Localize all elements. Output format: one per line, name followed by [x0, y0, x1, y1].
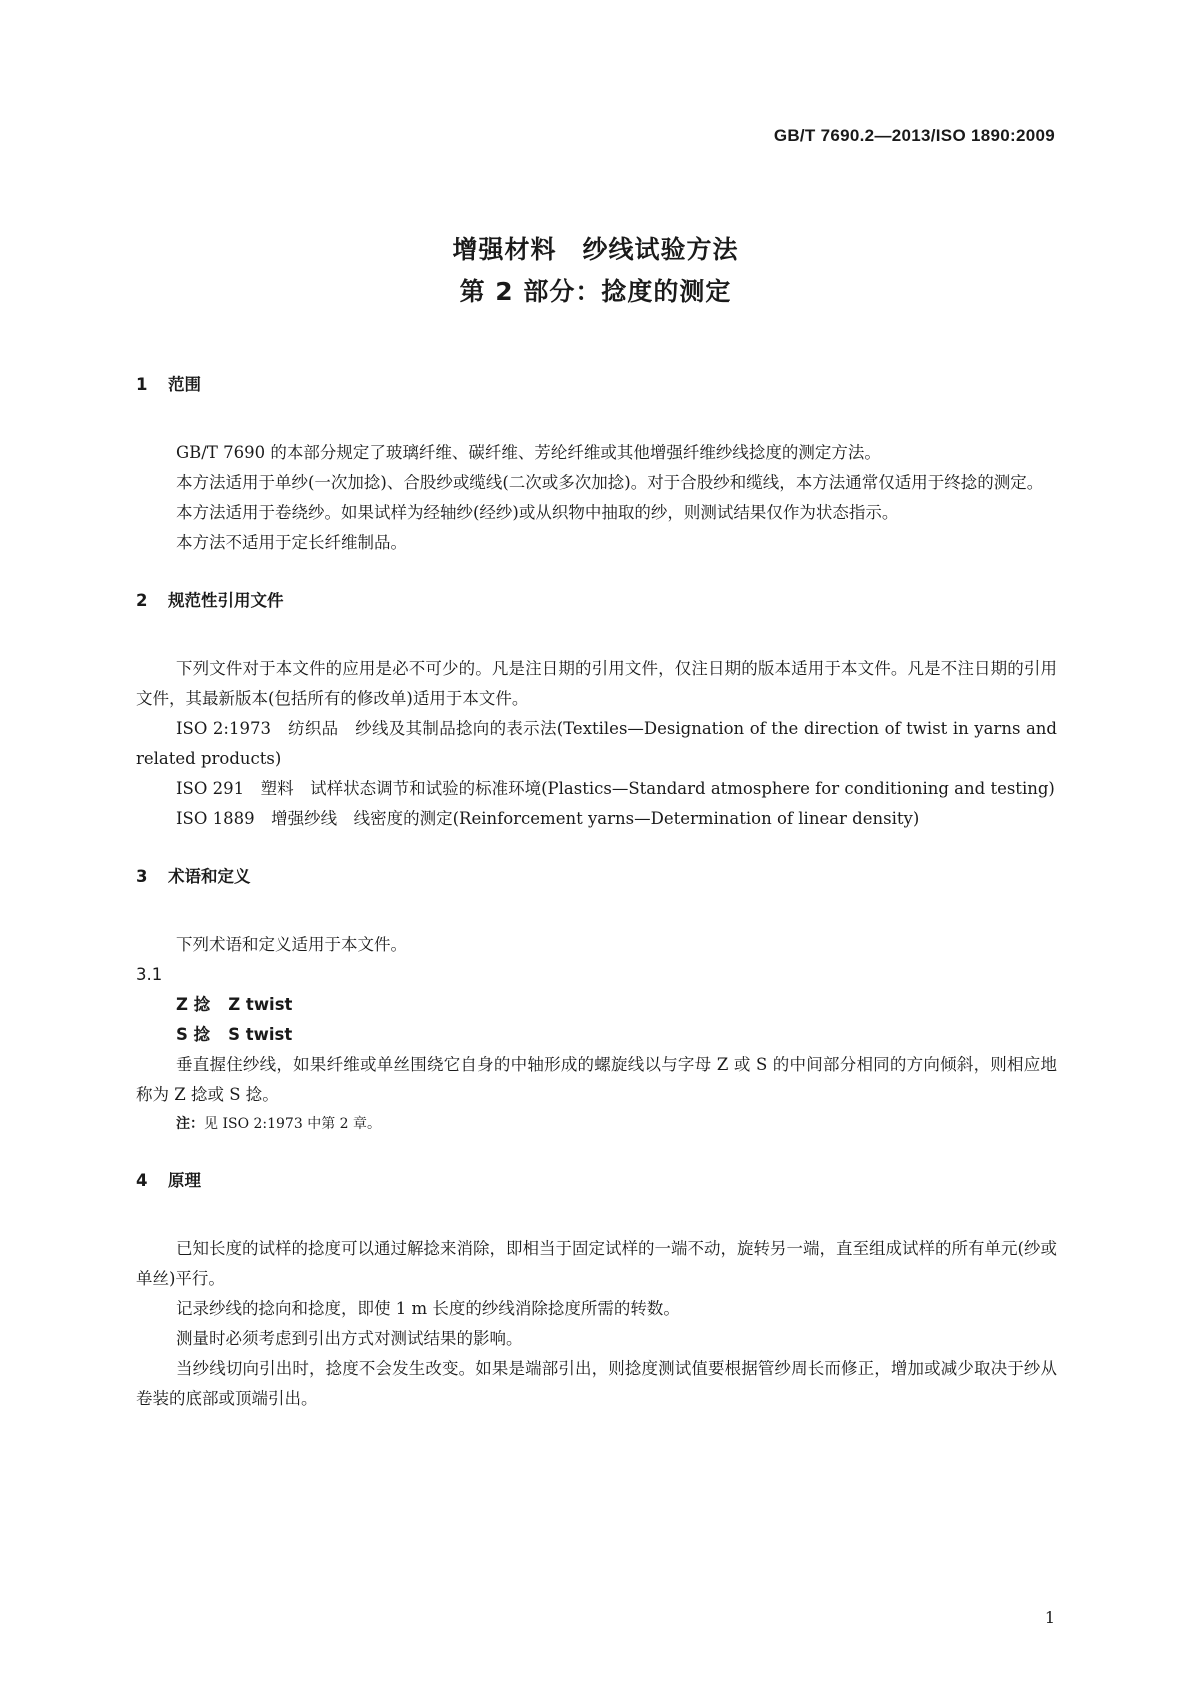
paragraph: 测量时必须考虑到引出方式对测试结果的影响。 — [176, 1329, 523, 1348]
note — [136, 1110, 1057, 1138]
section-3-heading — [136, 864, 1057, 890]
paragraph: 当纱线切向引出时，捻度不会发生改变。如果是端部引出，则捻度测试值要根据管纱周长而修正，增加或减少取决于纱从卷装的底部或顶端引出。 — [136, 1359, 1057, 1408]
paragraph: 本方法适用于卷绕纱。如果试样为经轴纱(经纱)或从织物中抽取的纱，则测试结果仅作为状态指示。 — [176, 503, 899, 522]
section-number: 3 — [136, 867, 148, 886]
section-title: 术语和定义 — [168, 867, 251, 886]
paragraph: 下列术语和定义适用于本文件。 — [176, 935, 407, 954]
document-title-line-2: 第 2 部分：捻度的测定 — [459, 277, 732, 306]
standard-code: GB/T 7690.2—2013/ISO 1890:2009 — [773, 126, 1055, 145]
reference-iso-1889: ISO 1889 增强纱线 线密度的测定(Reinforcement yarns—Determination of linear density) — [176, 809, 920, 828]
section-2-heading — [136, 588, 1057, 614]
paragraph: GB/T 7690 的本部分规定了玻璃纤维、碳纤维、芳纶纤维或其他增强纤维纱线捻度的测定方法。 — [176, 443, 881, 462]
section-number: 4 — [136, 1171, 148, 1190]
reference-iso-2: ISO 2:1973 纺织品 纱线及其制品捻向的表示法(Textiles—Designation of the direction of twist in yarns and related products) — [136, 719, 1057, 768]
section-1-heading — [136, 372, 1057, 398]
term-definition: 垂直握住纱线，如果纤维或单丝围绕它自身的中轴形成的螺旋线以与字母 Z 或 S 的中间部分相同的方向倾斜，则相应地称为 Z 捻或 S 捻。 — [136, 1055, 1057, 1104]
term-en: S twist — [228, 1025, 293, 1044]
section-title: 范围 — [168, 375, 201, 394]
page-number: 1 — [1044, 1608, 1055, 1627]
term-zh: S 捻 — [176, 1025, 211, 1044]
paragraph: 已知长度的试样的捻度可以通过解捻来消除，即相当于固定试样的一端不动，旋转另一端，直至组成试样的所有单元(纱或单丝)平行。 — [136, 1239, 1057, 1288]
note-label: 注： — [176, 1116, 204, 1132]
term-s-twist — [136, 1020, 1057, 1050]
term-number: 3.1 — [136, 965, 163, 984]
term-zh: Z 捻 — [176, 995, 211, 1014]
paragraph: 记录纱线的捻向和捻度，即使 1 m 长度的纱线消除捻度所需的转数。 — [176, 1299, 680, 1318]
term-z-twist — [136, 990, 1057, 1020]
reference-iso-291: ISO 291 塑料 试样状态调节和试验的标准环境(Plastics—Standard atmosphere for conditioning and testing) — [176, 779, 1055, 798]
note-text: 见 ISO 2:1973 中第 2 章。 — [204, 1116, 382, 1132]
paragraph: 下列文件对于本文件的应用是必不可少的。凡是注日期的引用文件，仅注日期的版本适用于本文件。凡是不注日期的引用文件，其最新版本(包括所有的修改单)适用于本文件。 — [136, 659, 1057, 708]
section-title: 规范性引用文件 — [168, 591, 284, 610]
document-body — [136, 372, 1057, 1414]
document-title-line-1: 增强材料 纱线试验方法 — [452, 235, 739, 264]
section-number: 2 — [136, 591, 148, 610]
paragraph: 本方法适用于单纱(一次加捻)、合股纱或缆线(二次或多次加捻)。对于合股纱和缆线，本方法通常仅适用于终捻的测定。 — [176, 473, 1044, 492]
paragraph: 本方法不适用于定长纤维制品。 — [176, 533, 407, 552]
section-4-heading — [136, 1168, 1057, 1194]
term-en: Z twist — [228, 995, 293, 1014]
section-title: 原理 — [168, 1171, 201, 1190]
section-number: 1 — [136, 375, 148, 394]
